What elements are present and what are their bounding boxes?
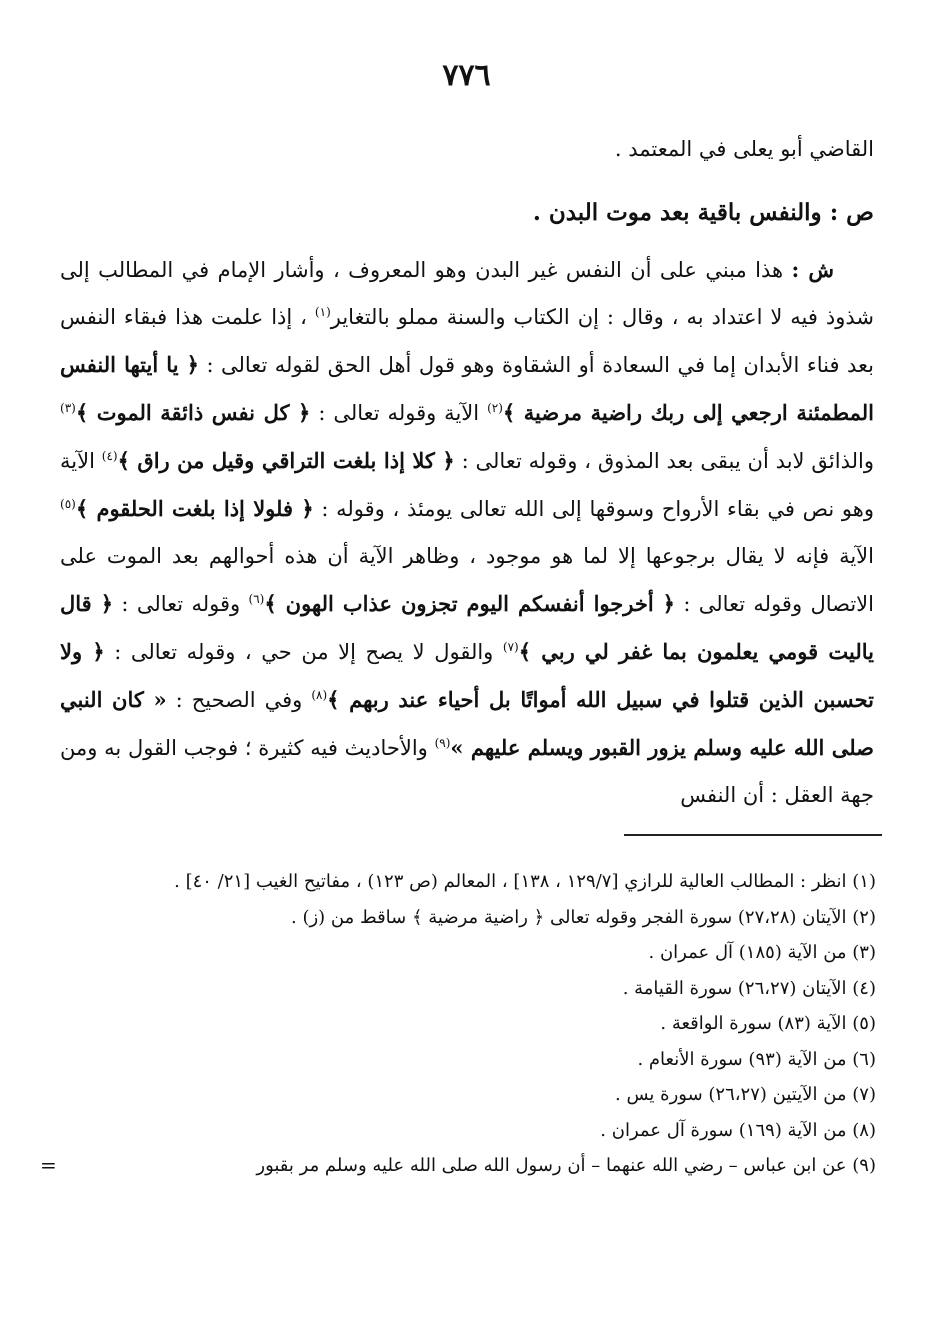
footnote-9-text: (٩) عن ابن عباس – رضي الله عنهما – أن رسول الله صلى الله عليه وسلم مر بقبور: [256, 1155, 876, 1176]
main-text: [60, 126, 874, 819]
footnote-ref: (٦): [248, 592, 265, 606]
footnote-ref: (٨): [311, 688, 328, 702]
commentary-paragraph: [60, 246, 874, 819]
commentary-text: الآية فإنه لا يقال برجوعها إلا لما هو موجود ، وظاهر الآية أن هذه أحوالهم بعد الموت على الاتصال وقوله تعالى :: [60, 544, 874, 616]
footnote-6: (٦) من الآية (٩٣) سورة الأنعام .: [637, 1048, 876, 1070]
quran-quote: ﴿ كلا إذا بلغت التراقي وقيل من راق ﴾: [117, 448, 455, 473]
quran-quote: ﴿ ولا تحسبن الذين قتلوا في سبيل الله أمواتًا بل أحياء عند ربهم ﴾: [60, 639, 874, 712]
footnote-ref: (٩): [434, 736, 451, 750]
footnote-1: (١) انظر : المطالب العالية للرازي [١٢٩/٧ ، ١٣٨] ، المعالم (ص ١٢٣) ، مفاتيح الغيب [٢١/ ٤٠] .: [174, 871, 876, 892]
quran-quote: ﴿ فلولا إذا بلغت الحلقوم ﴾: [75, 496, 314, 521]
commentary-text: وفي الصحيح :: [175, 688, 303, 712]
commentary-text: والأحاديث فيه كثيرة ؛ فوجب القول به ومن جهة العقل : أن النفس: [60, 736, 874, 807]
quran-quote: ﴿ قال ياليت قومي يعلمون بما غفر لي ربي ﴾: [60, 591, 874, 664]
commentary-label: ش :: [791, 257, 834, 282]
commentary-text: والذائق لابد أن يبقى بعد المذوق ، وقوله تعالى :: [461, 449, 874, 473]
quran-quote: ﴿ أخرجوا أنفسكم اليوم تجزون عذاب الهون ﴾: [264, 591, 675, 616]
hadith-quote: « كان النبي صلى الله عليه وسلم يزور القبور ويسلم عليهم »: [60, 687, 874, 760]
commentary-text: والقول لا يصح إلا من حي ، وقوله تعالى :: [114, 640, 494, 664]
footnote-ref: (٤): [101, 449, 118, 463]
footnote-7: (٧) من الآيتين (٢٦،٢٧) سورة يس .: [615, 1084, 876, 1105]
footnote-4: (٤) الآيتان (٢٦،٢٧) سورة القيامة .: [622, 977, 876, 999]
footnote-8: (٨) من الآية (١٦٩) سورة آل عمران .: [600, 1119, 876, 1141]
footnote-ref: (٣): [60, 401, 76, 415]
matn-text: والنفس باقية بعد موت البدن .: [532, 199, 822, 226]
page-number: ٧٧٦: [442, 58, 491, 93]
matn-label: ص :: [829, 199, 874, 226]
commentary-text: الآية وقوله تعالى :: [318, 401, 480, 425]
commentary-text: وقوله تعالى :: [121, 592, 241, 616]
footnote-ref: (٧): [502, 640, 519, 654]
matn-statement: [60, 175, 874, 246]
footnote-9: [40, 1148, 876, 1184]
footnote-5: (٥) الآية (٨٣) سورة الواقعة .: [660, 1013, 876, 1034]
footnote-2: (٢) الآيتان (٢٧،٢٨) سورة الفجر وقوله تعالى ﴿ راضية مرضية ﴾ ساقط من (ز) .: [291, 906, 876, 928]
quran-quote: ﴿ يا أيتها النفس المطمئنة ارجعي إلى ربك راضية مرضية ﴾: [60, 352, 874, 425]
commentary-text: هذا مبني على أن النفس غير البدن وهو المعروف ، وأشار الإمام في المطالب إلى شذوذ فيه لا اعتداد به ، وقال : إن الكتاب والسنة مملو بالتغاير: [60, 258, 874, 329]
footnote-3: (٣) من الآية (١٨٥) آل عمران .: [648, 942, 876, 963]
footnote-separator: [624, 834, 882, 836]
footnote-ref: (١): [314, 305, 331, 319]
text-line: القاضي أبو يعلى في المعتمد .: [614, 137, 874, 161]
footnotes: [40, 864, 876, 1184]
commentary-text: الآية وهو نص في بقاء الأرواح وسوقها إلى الله تعالى يومئذ ، وقوله :: [60, 449, 874, 521]
commentary-text: ، إذا علمت هذا فبقاء النفس بعد فناء الأبدان إما في السعادة أو الشقاوة وهو قول أهل الحق لقوله تعالى :: [60, 305, 874, 377]
footnote-ref: (٥): [60, 497, 76, 511]
quran-quote: ﴿ كل نفس ذائقة الموت ﴾: [75, 400, 311, 425]
continuation-mark: =: [40, 1153, 57, 1177]
footnote-ref: (٢): [487, 401, 503, 415]
